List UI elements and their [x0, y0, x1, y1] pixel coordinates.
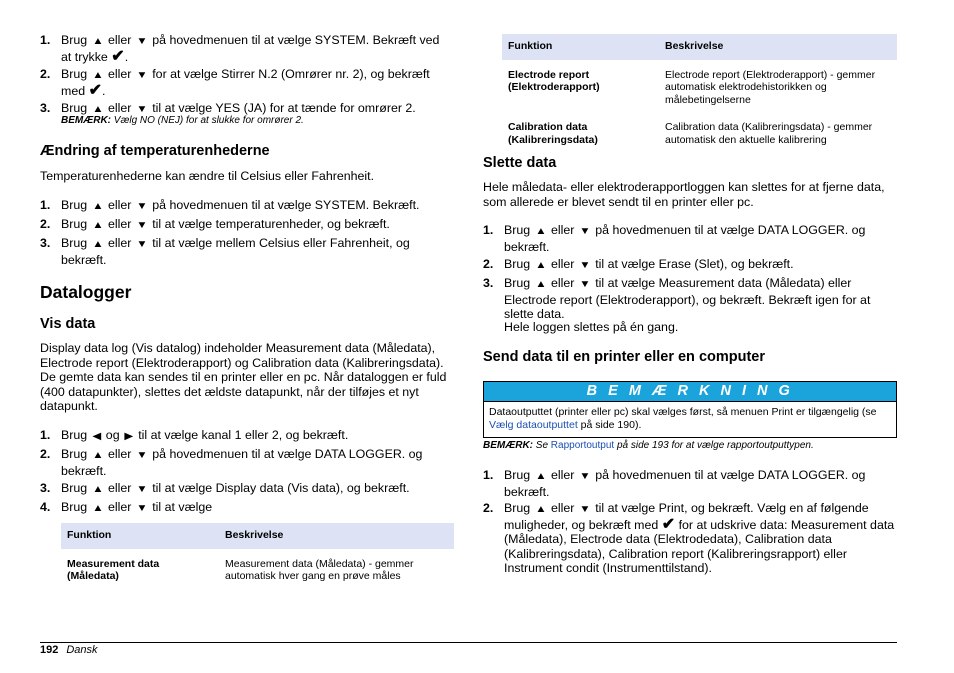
step-number: 3. [40, 481, 51, 495]
step-number: 1. [483, 468, 494, 482]
step-text [504, 276, 895, 322]
arrow-down-icon: ▼ [136, 36, 148, 47]
step-text-part: eller [108, 481, 132, 495]
step-number: 2. [40, 67, 51, 81]
link-vaelg-dataoutputtet[interactable]: Vælg dataoutputtet [489, 418, 578, 431]
arrow-up-icon: ▲ [91, 450, 104, 461]
step-number: 1. [483, 223, 494, 237]
table-row [61, 549, 454, 589]
callout-text-after: på side 190). [577, 418, 642, 431]
step-number: 3. [40, 101, 51, 115]
table-cell-description: Electrode report (Elektroderapport) - gemmer automatisk elektrodehistorikken og målebetingelserne [665, 68, 876, 106]
arrow-down-icon: ▼ [136, 450, 148, 461]
page-footer [40, 644, 98, 656]
col-header-function: Funktion [502, 34, 659, 60]
step-text [504, 468, 895, 499]
step-text-part: på hovedmenuen til at vælge DATA LOGGER. og bekræft. [61, 447, 423, 478]
table-cell-function: Calibration data (Kalibreringsdata) [508, 121, 598, 146]
arrow-up-icon: ▲ [91, 503, 104, 514]
step-text-part: og [105, 428, 120, 442]
step-text-part: for at udskrive data: Measurement data (Måledata), Electrode data (Elektrodedata), Calibration data (Kalibreringsdata), Calibration report (Kalibreringsrapport) eller Instrument condit (Instrumenttilstand). [504, 517, 895, 576]
arrow-down-icon: ▼ [136, 239, 148, 250]
arrow-down-icon: ▼ [136, 220, 148, 231]
arrow-down-icon: ▼ [579, 279, 591, 290]
footer-divider [40, 642, 897, 643]
send-data-heading: Send data til en printer eller en computer [483, 349, 766, 365]
callout-title: B E M Æ R K N I N G [484, 382, 896, 402]
checkmark-icon: ✔ [88, 81, 102, 99]
note-label: BEMÆRK: [61, 115, 111, 126]
step-text [61, 236, 440, 267]
function-table-right [502, 34, 897, 153]
arrow-down-icon: ▼ [136, 484, 148, 495]
note-report-output [483, 440, 897, 452]
step-text-part: Brug [61, 198, 88, 212]
temp-units-heading: Ændring af temperaturenhederne [40, 143, 270, 159]
step-text-part: til at vælge Erase (Slet), og bekræft. [595, 257, 794, 271]
step-text-part: Brug [61, 447, 88, 461]
step-text-part: til at vælge [152, 500, 213, 514]
function-table-left [61, 523, 454, 589]
step-text-part: eller [108, 101, 132, 115]
step-text-part: på hovedmenuen til at vælge DATA LOGGER. og bekræft. [504, 223, 866, 254]
step-text-part: til at vælge Print, og bekræft. Vælg en af følgende muligheder, og bekræft med [504, 501, 869, 532]
step-number: 1. [40, 428, 51, 442]
step-text [61, 33, 450, 64]
table-cell-description: Measurement data (Måledata) - gemmer automatisk hver gang en prøve måles [225, 557, 414, 583]
arrow-down-icon: ▼ [579, 260, 591, 271]
step-text-part: eller [108, 236, 132, 250]
arrow-down-icon: ▼ [579, 226, 591, 237]
arrow-up-icon: ▲ [91, 70, 104, 81]
step-text-part: på hovedmenuen til at vælge DATA LOGGER. og bekræft. [504, 468, 866, 499]
note-label: BEMÆRK: [483, 440, 533, 451]
step-text-part: til at vælge mellem Celsius eller Fahrenheit, og bekræft. [61, 236, 410, 267]
step-text-part: Brug [504, 468, 531, 482]
vis-data-heading: Vis data [40, 316, 96, 332]
step-text-part: eller [108, 198, 132, 212]
step-text [504, 501, 895, 576]
callout-body [484, 402, 896, 437]
step-number: 2. [483, 257, 494, 271]
arrow-up-icon: ▲ [534, 279, 547, 290]
step-text-part: eller [108, 217, 132, 231]
step-text [61, 481, 450, 498]
step-text-part: Brug [61, 67, 88, 81]
link-rapportoutput[interactable]: Rapportoutput [550, 440, 615, 451]
table-row [502, 112, 897, 152]
step-text-part: eller [108, 447, 132, 461]
step-text-part: Brug [61, 428, 88, 442]
step-text-part: Brug [504, 223, 531, 237]
step-text-part: eller [551, 257, 575, 271]
step-text-part: Brug [61, 236, 88, 250]
step-number: 1. [40, 33, 51, 47]
vis-data-intro: Display data log (Vis datalog) indeholder Measurement data (Måledata), Electrode report (Elektroderapport) og Calibration data (Kalibreringsdata). De gemte data kan sendes til en printer eller en pc. Når dataloggen er fuld (400 datapunkter), slettes det ældste datapunkt, når der tilføjes et nyt datapunkt. [40, 341, 447, 414]
arrow-up-icon: ▲ [534, 260, 547, 271]
step-text [61, 447, 450, 478]
arrow-down-icon: ▼ [136, 201, 148, 212]
arrow-left-icon: ◀ [92, 431, 101, 442]
step-text [61, 67, 450, 98]
step-text-part: Brug [61, 217, 88, 231]
step-text-part: til at vælge Measurement data (Måledata) eller Electrode report (Elektroderapport), og bekræft. Bekræft igen for at slette data. [504, 276, 871, 322]
arrow-up-icon: ▲ [91, 201, 104, 212]
step-number: 2. [483, 501, 494, 515]
step-number: 1. [40, 198, 51, 212]
footer-language: Dansk [66, 644, 98, 656]
arrow-up-icon: ▲ [534, 471, 547, 482]
step-text-part: for at vælge Stirrer N.2 (Omrører nr. 2), og bekræft med [61, 67, 430, 98]
step-text-part: på hovedmenuen til at vælge SYSTEM. Bekræft ved at trykke [61, 33, 440, 64]
step-text-part: eller [551, 223, 575, 237]
step-text [61, 428, 450, 445]
arrow-up-icon: ▲ [91, 36, 104, 47]
arrow-up-icon: ▲ [91, 484, 104, 495]
table-row [502, 60, 897, 113]
note-callout [483, 381, 897, 438]
slette-step3-extra: Hele loggen slettes på én gang. [504, 320, 679, 334]
step-text-part: eller [551, 501, 575, 515]
note-after: på side 193 for at vælge rapportoutputtypen. [614, 440, 814, 451]
step-text-part: eller [108, 33, 132, 47]
col-header-description: Beskrivelse [659, 34, 897, 60]
arrow-right-icon: ▶ [124, 431, 134, 442]
slette-data-intro: Hele måledata- eller elektroderapportloggen kan slettes for at fjerne data, som allerede er blevet sendt til en printer eller pc. [483, 180, 885, 209]
slette-data-heading: Slette data [483, 155, 557, 171]
step-text-part: til at vælge kanal 1 eller 2, og bekræft. [138, 428, 349, 442]
step-text-part: Brug [61, 101, 88, 115]
arrow-down-icon: ▼ [579, 504, 591, 515]
page-number: 192 [40, 644, 59, 656]
step-number: 2. [40, 217, 51, 231]
step-text-part: til at vælge temperaturenheder, og bekræft. [152, 217, 390, 231]
step-text-part: Brug [61, 500, 88, 514]
step-text-part: Brug [504, 501, 531, 515]
step-text-part: eller [108, 500, 132, 514]
step-text-part: Brug [504, 257, 531, 271]
step-text [61, 217, 440, 234]
checkmark-icon: ✔ [111, 47, 125, 65]
step-number: 3. [483, 276, 494, 290]
col-header-function: Funktion [61, 523, 219, 549]
step-text [61, 500, 450, 517]
table-cell-function: Measurement data (Måledata) [67, 557, 160, 583]
step-number: 4. [40, 500, 51, 514]
step-text-part: Brug [61, 33, 88, 47]
col-header-description: Beskrivelse [219, 523, 454, 549]
note-before: Se [535, 440, 551, 451]
step-text [504, 257, 895, 274]
arrow-up-icon: ▲ [534, 226, 547, 237]
checkmark-icon: ✔ [661, 515, 676, 533]
step-text-part: til at vælge Display data (Vis data), og bekræft. [152, 481, 410, 495]
step-text-part: Brug [61, 481, 88, 495]
step-number: 2. [40, 447, 51, 461]
arrow-down-icon: ▼ [136, 503, 148, 514]
arrow-down-icon: ▼ [136, 70, 148, 81]
step-text-part: eller [551, 468, 575, 482]
table-cell-function: Electrode report (Elektroderapport) [508, 68, 600, 94]
arrow-down-icon: ▼ [579, 471, 591, 482]
step-text-part: Brug [504, 276, 531, 290]
callout-text-before: Dataoutputtet (printer eller pc) skal vælges først, så menuen Print er tilgængelig (se [489, 406, 877, 418]
step-text-part: på hovedmenuen til at vælge SYSTEM. Bekræft. [152, 198, 420, 212]
datalogger-heading: Datalogger [40, 282, 132, 302]
step-text-part: eller [551, 276, 575, 290]
step-text-part: . [124, 49, 129, 64]
temp-units-intro: Temperaturenhederne kan ændre til Celsius eller Fahrenheit. [40, 169, 375, 183]
step-text-part: . [101, 83, 106, 98]
arrow-up-icon: ▲ [91, 220, 104, 231]
arrow-up-icon: ▲ [91, 104, 104, 115]
arrow-up-icon: ▲ [91, 239, 104, 250]
step-text [504, 223, 895, 254]
table-cell-description: Calibration data (Kalibreringsdata) - gemmer automatisk den aktuelle kalibrering [665, 121, 873, 146]
step-number: 3. [40, 236, 51, 250]
arrow-up-icon: ▲ [534, 504, 547, 515]
step-text [61, 198, 440, 215]
step-text-part: til at vælge YES (JA) for at tænde for omrører 2. [152, 101, 416, 115]
arrow-down-icon: ▼ [136, 104, 148, 115]
note-stirrer [61, 115, 451, 127]
step-text-part: eller [108, 67, 132, 81]
note-text: Vælg NO (NEJ) for at slukke for omrører 2. [113, 115, 304, 126]
